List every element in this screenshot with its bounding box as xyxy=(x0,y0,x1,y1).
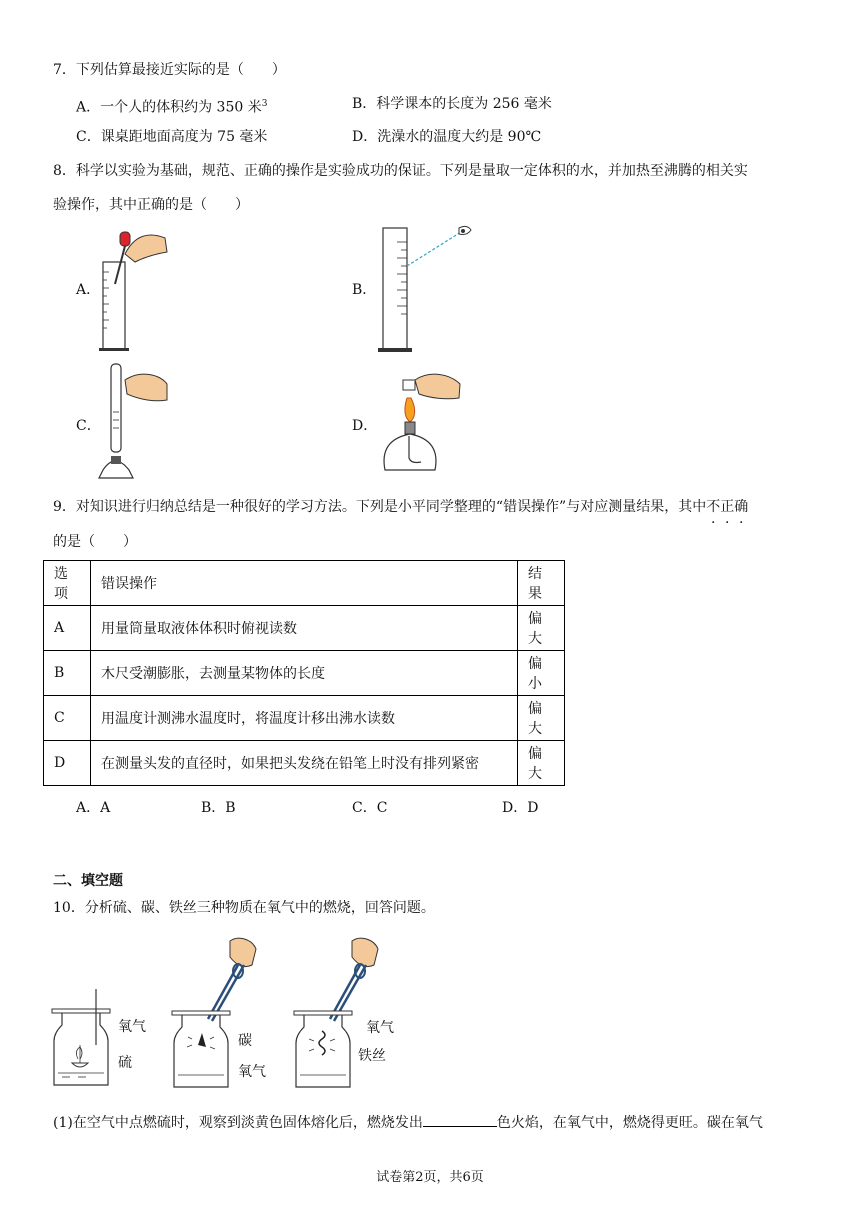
table-cell-option: D xyxy=(44,741,91,786)
q9-emphasis-char-3: 确 xyxy=(734,499,749,515)
table-header-row xyxy=(44,561,565,606)
table-cell-operation: 用温度计测沸水温度时，将温度计移出沸水读数 xyxy=(91,696,518,741)
q10-sub1-pre: (1)在空气中点燃硫时，观察到淡黄色固体熔化后，燃烧发出 xyxy=(53,1115,423,1131)
q7-option-d: D．洗澡水的温度大约是 90℃ xyxy=(352,129,542,145)
q7-stem: 7．下列估算最接近实际的是（ ） xyxy=(53,62,286,78)
q9-stem-line2: 的是（ ） xyxy=(53,534,137,550)
q7-option-a-sup: 3 xyxy=(261,99,268,109)
q9-emphasis-char-1: 不 xyxy=(706,499,721,515)
table-cell-result: 偏大 xyxy=(518,696,565,741)
q8-stem-line2: 验操作，其中正确的是（ ） xyxy=(53,197,249,213)
figure-d-alcohol-lamp xyxy=(375,370,465,480)
table-header-option: 选项 xyxy=(44,561,91,606)
q7-option-b: B．科学课本的长度为 256 毫米 xyxy=(352,96,552,112)
q10-sub1 xyxy=(53,1112,763,1133)
q8-option-b-label: B． xyxy=(352,282,377,298)
table-cell-option: B xyxy=(44,651,91,696)
table-cell-result: 偏小 xyxy=(518,651,565,696)
q9-emphasis-char-2: 正 xyxy=(720,499,735,515)
label-sulfur: 硫 xyxy=(118,1055,132,1071)
label-oxygen-3: 氧气 xyxy=(366,1020,394,1036)
table-row xyxy=(44,741,565,786)
figure-c-test-tube-heating xyxy=(95,360,175,484)
q9-option-b: B．B xyxy=(201,800,236,816)
q7-option-a-text: A．一个人的体积约为 350 米 xyxy=(76,99,262,116)
figure-sulfur-combustion xyxy=(52,985,152,1089)
table-cell-operation: 木尺受潮膨胀，去测量某物体的长度 xyxy=(91,651,518,696)
q9-stem-line1-text: 9．对知识进行归纳总结是一种很好的学习方法。下列是小平同学整理的“错误操作”与对应测量结果，其中 xyxy=(53,499,707,515)
label-iron-wire: 铁丝 xyxy=(358,1048,386,1064)
label-oxygen-1: 氧气 xyxy=(118,1019,146,1035)
table-cell-result: 偏大 xyxy=(518,606,565,651)
q9-error-table xyxy=(43,560,565,786)
figure-iron-combustion xyxy=(294,935,404,1095)
q9-stem-line1 xyxy=(53,497,748,517)
q8-option-d-label: D． xyxy=(352,418,378,434)
q10-stem: 10．分析硫、碳、铁丝三种物质在氧气中的燃烧，回答问题。 xyxy=(53,900,435,916)
label-oxygen-2: 氧气 xyxy=(238,1064,266,1080)
q9-option-c: C．C xyxy=(352,800,388,816)
table-row xyxy=(44,651,565,696)
table-cell-option: A xyxy=(44,606,91,651)
page-footer: 试卷第2页，共6页 xyxy=(376,1170,484,1185)
table-row xyxy=(44,606,565,651)
q7-option-c: C．课桌距地面高度为 75 毫米 xyxy=(76,129,268,145)
q8-option-c-label: C． xyxy=(76,418,101,434)
table-header-result: 结果 xyxy=(518,561,565,606)
table-cell-result: 偏大 xyxy=(518,741,565,786)
label-carbon: 碳 xyxy=(238,1033,252,1049)
q8-option-a-label: A． xyxy=(76,282,101,298)
table-row xyxy=(44,696,565,741)
answer-blank[interactable] xyxy=(423,1112,497,1127)
q7-option-a xyxy=(76,94,267,118)
figure-a-dropper-cylinder xyxy=(95,224,175,352)
table-header-operation: 错误操作 xyxy=(91,561,518,606)
q8-stem-line1: 8．科学以实验为基础，规范、正确的操作是实验成功的保证。下列是量取一定体积的水，并加热至沸腾的相关实 xyxy=(53,163,748,179)
q9-option-a: A．A xyxy=(76,800,111,816)
table-cell-operation: 用量筒量取液体体积时俯视读数 xyxy=(91,606,518,651)
section-title: 二、填空题 xyxy=(53,873,123,889)
table-cell-operation: 在测量头发的直径时，如果把头发绕在铅笔上时没有排列紧密 xyxy=(91,741,518,786)
figure-b-cylinder-eye xyxy=(375,222,475,354)
table-cell-option: C xyxy=(44,696,91,741)
q10-sub1-post: 色火焰，在氧气中，燃烧得更旺。碳在氧气 xyxy=(496,1115,763,1131)
q9-option-d: D．D xyxy=(502,800,539,816)
